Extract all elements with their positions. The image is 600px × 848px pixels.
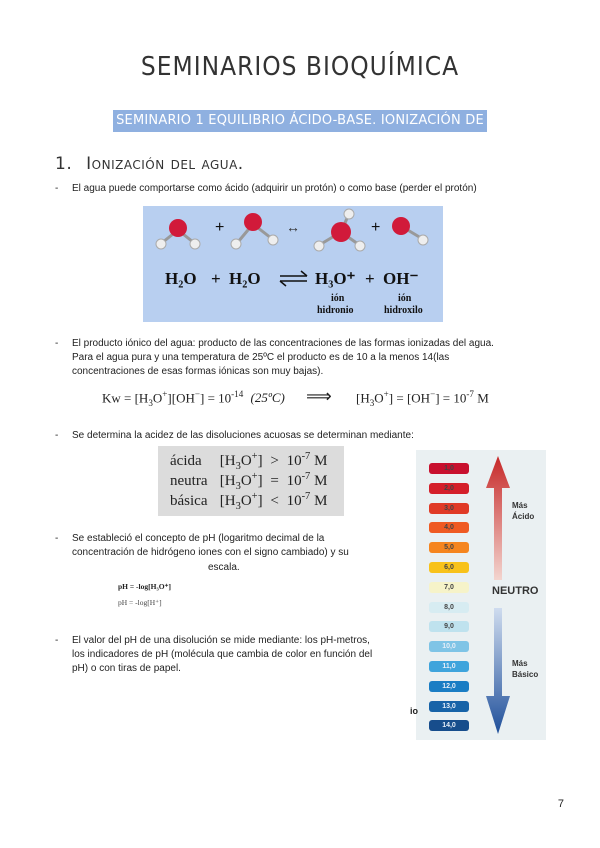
kw-exponent: -14 [231, 389, 244, 399]
ph-value-bar: 3,0 [429, 503, 469, 514]
bullet-dash: - [55, 533, 59, 544]
bullet-text-5c: pH) o con tiras de papel. [72, 663, 181, 674]
bullet-text-4a: Se estableció el concepto de pH (logaritmo decimal de la [72, 533, 325, 544]
ph-value-bar: 9,0 [429, 621, 469, 632]
hydroxyl-label-1: ión [398, 293, 412, 304]
acid-label-line2: Ácido [512, 512, 535, 521]
kw-left-prefix: Kw = [H [102, 390, 149, 406]
section-heading [55, 154, 244, 174]
plus-term-2: + [365, 269, 375, 288]
bullet-dash: - [55, 430, 59, 441]
section-title: Ionización del agua. [86, 154, 244, 174]
kw-result: $[H_3O^+] = [OH^-] = 10^{-7}$ M [356, 389, 489, 408]
acid-label [512, 500, 534, 522]
neutral-label: NEUTRO [492, 585, 539, 597]
ph-formula-1: pH = -log[H₃O⁺] [118, 582, 171, 591]
base-label [512, 658, 538, 680]
hydroxyl-label-2: hidroxilo [384, 305, 423, 316]
seminar-subtitle: SEMINARIO 1 EQUILIBRIO ÁCIDO-BASE. IONIZACIÓN DE AMINOÁCIDOS [113, 110, 487, 132]
oh-term: OH⁻ [383, 269, 419, 288]
ph-value-bar: 14,0 [429, 720, 469, 731]
ph-value-bar: 11,0 [429, 661, 469, 672]
acidity-operator: < [270, 493, 279, 509]
bullet-dash: - [55, 183, 59, 194]
bullet-text-4b: concentración de hidrógeno iones con el signo cambiado) y su [72, 547, 349, 558]
ph-value-bar: 12,0 [429, 681, 469, 692]
h2o-term-2: H₂O [229, 269, 261, 288]
acidity-row-acid: ácida $[H_3O^+] > 10^{-7}$ M [170, 451, 328, 472]
acid-label-line1: Más [512, 501, 528, 510]
bullet-text-2b: Para el agua pura y una temperatura de 25ºC el producto es de 10 a la menos 14(las [72, 352, 450, 363]
base-label-line1: Más [512, 659, 528, 668]
acid-arrow-icon [486, 456, 510, 580]
ph-value-bar: 1,0 [429, 463, 469, 474]
scale-side-fragment: io [410, 706, 418, 716]
plus-sign-1: + [215, 219, 225, 236]
page-number: 7 [557, 798, 564, 810]
ph-value-bar: 8,0 [429, 602, 469, 613]
bullet-dash: - [55, 338, 59, 349]
bullet-text-2c: concentraciones de esas formas iónicas son muy bajas). [72, 366, 324, 377]
ph-value-bar: 10,0 [429, 641, 469, 652]
acidity-operator: = [270, 473, 279, 489]
plus-term-1: + [211, 269, 221, 288]
acidity-label: neutra [170, 473, 208, 489]
bullet-text-1: El agua puede comportarse como ácido (adquirir un protón) o como base (perder el protón) [72, 183, 477, 194]
water-molecule-1 [156, 219, 200, 249]
kw-temperature: (25ºC) [250, 390, 285, 406]
acidity-table [158, 446, 344, 516]
water-molecule-2 [231, 213, 278, 249]
reaction-equation [165, 269, 423, 316]
equilibrium-arrow: ↔ [286, 219, 300, 235]
acidity-operator: > [270, 453, 279, 469]
double-arrow-icon [280, 271, 307, 286]
molecules-illustration [143, 206, 443, 322]
acidity-row-basic: básica $[H_3O^+] < 10^{-7}$ M [170, 491, 328, 512]
section-number: 1. [55, 154, 73, 174]
hydronium-label-1: ión [331, 293, 345, 304]
ph-value-bar: 2,0 [429, 483, 469, 494]
water-ionization-figure [143, 206, 443, 322]
ph-value-bar: 5,0 [429, 542, 469, 553]
implies-arrow-icon: ⟹ [306, 386, 332, 406]
bullet-text-2a: El producto iónico del agua: producto de las concentraciones de las formas ionizadas del agua. [72, 338, 494, 349]
bullet-text-5b: los indicadores de pH (molécula que cambia de color en función del [72, 649, 373, 660]
bullet-dash: - [55, 635, 59, 646]
hydronium-label-2: hidronio [317, 305, 354, 316]
ph-value-bar: 7,0 [429, 582, 469, 593]
ph-formula-2: pH = -log[H⁺] [118, 598, 162, 607]
acidity-label: ácida [170, 453, 202, 469]
ph-value-bar: 4,0 [429, 522, 469, 533]
plus-sign-2: + [371, 219, 381, 236]
ph-scale-figure [416, 450, 546, 740]
bullet-text-5a: El valor del pH de una disolución se mide mediante: los pH-metros, [72, 635, 370, 646]
hydroxide-molecule [392, 217, 428, 245]
h2o-term-1: H₂O [165, 269, 197, 288]
bullet-text-3: Se determina la acidez de las disoluciones acuosas se determinan mediante: [72, 430, 414, 441]
h3o-term: H₃O⁺ [315, 269, 356, 288]
acidity-row-neutral: neutra $[H_3O^+] = 10^{-7}$ M [170, 471, 328, 492]
hydronium-molecule [314, 209, 365, 251]
bullet-text-4c: escala. [208, 562, 240, 573]
base-arrow-icon [486, 608, 510, 734]
ph-value-bar: 6,0 [429, 562, 469, 573]
kw-equation: $Kw = [H_3O^+][OH^-] = 10^{-14}$ (25ºC) [102, 389, 285, 408]
base-label-line2: Básico [512, 670, 539, 679]
acidity-label: básica [170, 493, 208, 509]
page-title: SEMINARIOS BIOQUÍMICA [140, 52, 460, 82]
kw-result-exponent: -7 [466, 389, 474, 399]
ph-value-bar: 13,0 [429, 701, 469, 712]
